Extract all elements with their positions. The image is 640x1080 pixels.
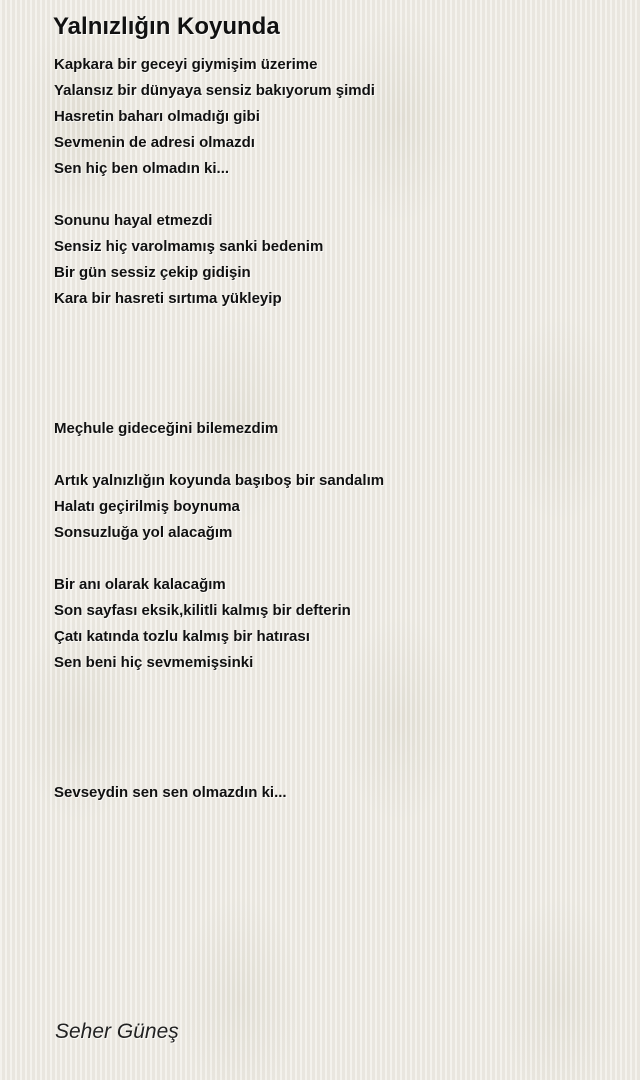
poem-blank-line [54, 338, 614, 364]
poem-line: Sen beni hiç sevmemişsinki [54, 654, 254, 671]
poem-line: Sonsuzluğa yol alacağım [54, 524, 233, 541]
poem-line: Hasretin baharı olmadığı gibi [54, 108, 260, 125]
poem-author: Seher Güneş [55, 1020, 179, 1043]
poem-line: Halatı geçirilmiş boynuma [54, 498, 240, 515]
poem-line: Sevseydin sen sen olmazdın ki... [54, 784, 287, 801]
poem-blank-line [54, 364, 614, 390]
poem-blank-line [54, 728, 614, 754]
poem-blank-line [54, 312, 614, 338]
poem-blank-line [54, 676, 614, 702]
poem-blank-line [54, 390, 614, 416]
poem-line: Çatı katında tozlu kalmış bir hatırası [54, 628, 310, 645]
poem-line: Sevmenin de adresi olmazdı [54, 134, 255, 151]
poem-line: Sonunu hayal etmezdi [54, 212, 213, 229]
poem-line: Son sayfası eksik,kilitli kalmış bir defterin [54, 602, 351, 619]
poem-line: Artık yalnızlığın koyunda başıboş bir sandalım [54, 472, 385, 489]
poem-blank-line [54, 182, 614, 208]
poem-blank-line [54, 702, 614, 728]
poem-body [54, 52, 614, 806]
poem-line: Kara bir hasreti sırtıma yükleyip [54, 290, 282, 307]
poem-blank-line [54, 546, 614, 572]
poem-line: Sensiz hiç varolmamış sanki bedenim [54, 238, 324, 255]
poem-line: Yalansız bir dünyaya sensiz bakıyorum şimdi [54, 82, 375, 99]
poem-line: Meçhule gideceğini bilemezdim [54, 420, 279, 437]
poem-line: Kapkara bir geceyi giymişim üzerime [54, 56, 318, 73]
poem-title: Yalnızlığın Koyunda [53, 13, 280, 40]
poem-blank-line [54, 754, 614, 780]
poem-line: Sen hiç ben olmadın ki... [54, 160, 230, 177]
poem-line: Bir gün sessiz çekip gidişin [54, 264, 251, 281]
poem-line: Bir anı olarak kalacağım [54, 576, 226, 593]
poem-blank-line [54, 442, 614, 468]
